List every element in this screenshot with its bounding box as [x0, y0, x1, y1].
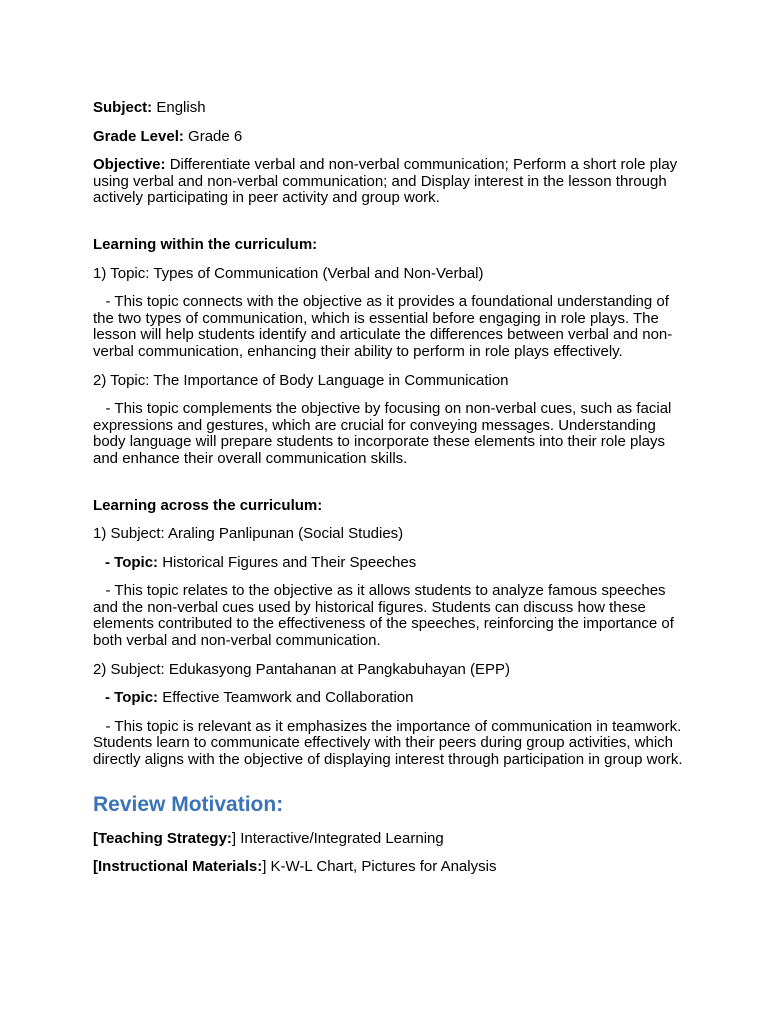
within-topic-1: 1) Topic: Types of Communication (Verbal and Non-Verbal): [93, 264, 484, 282]
instructional-materials-line: [93, 859, 683, 876]
across-curriculum-heading: Learning across the curriculum:: [93, 496, 323, 514]
grade-level-line: [93, 129, 683, 146]
grade-level-value: Grade 6: [183, 127, 243, 145]
within-curriculum-heading: Learning within the curriculum:: [93, 235, 318, 253]
subject-line: [93, 100, 683, 117]
across-subject-2: 2) Subject: Edukasyong Pantahanan at Pangkabuhayan (EPP): [93, 660, 510, 678]
objective-paragraph: [93, 157, 683, 207]
across-subject-2-topic: [93, 690, 683, 707]
instructional-materials-value: ] K-W-L Chart, Pictures for Analysis: [262, 858, 497, 876]
review-motivation-heading: Review Motivation:: [93, 792, 284, 816]
within-topic-2-description: - This topic complements the objective by focusing on non-verbal cues, such as facial expressions and gestures, which are crucial for conveying messages. Understanding body language will prepare students to incorporate these elements into their role plays and enhance their overall communication skills.: [93, 400, 676, 467]
across-subject-2-description: - This topic is relevant as it emphasizes the importance of communication in teamwork. Students learn to communicate effectively with their peers during group activities, which directly aligns with the objective of displaying interest through participation in group work.: [93, 717, 686, 769]
objective-text: Differentiate verbal and non-verbal communication; Perform a short role play using verbal and non-verbal communication; and Display interest in the lesson through actively participating in peer activity and group work.: [93, 156, 678, 207]
across-subject-2-topic-label: - Topic:: [105, 689, 159, 707]
across-subject-1-topic-label: - Topic:: [105, 553, 159, 571]
across-subject-1-description: - This topic relates to the objective as it allows students to analyze famous speeches and the non-verbal cues used by historical figures. Students can discuss how these elements contributed to the effectiveness of the speeches, reinforcing the importance of both verbal and non-verbal communication.: [93, 582, 679, 650]
within-topic-1-description: - This topic connects with the objective as it provides a foundational understanding of the two types of communication, which is essential before engaging in role plays. The lesson will help students identify and articulate the differences between verbal and non-verbal communication, enhancing their ability to perform in role plays effectively.: [93, 293, 674, 360]
objective-label: Objective:: [93, 156, 166, 174]
within-topic-2: 2) Topic: The Importance of Body Language in Communication: [93, 371, 509, 389]
subject-value: English: [152, 99, 206, 116]
across-subject-1-topic-value: Historical Figures and Their Speeches: [158, 553, 417, 571]
across-subject-2-topic-value: Effective Teamwork and Collaboration: [158, 689, 414, 707]
across-subject-1: 1) Subject: Araling Panlipunan (Social Studies): [93, 525, 404, 543]
teaching-strategy-label: [Teaching Strategy:: [93, 829, 232, 847]
teaching-strategy-value: ] Interactive/Integrated Learning: [231, 829, 444, 847]
subject-label: Subject:: [93, 99, 153, 116]
across-subject-1-topic: [93, 555, 683, 572]
instructional-materials-label: [Instructional Materials:: [93, 858, 263, 876]
grade-level-label: Grade Level:: [93, 127, 184, 145]
teaching-strategy-line: [93, 831, 683, 848]
document-page: [93, 99, 686, 876]
